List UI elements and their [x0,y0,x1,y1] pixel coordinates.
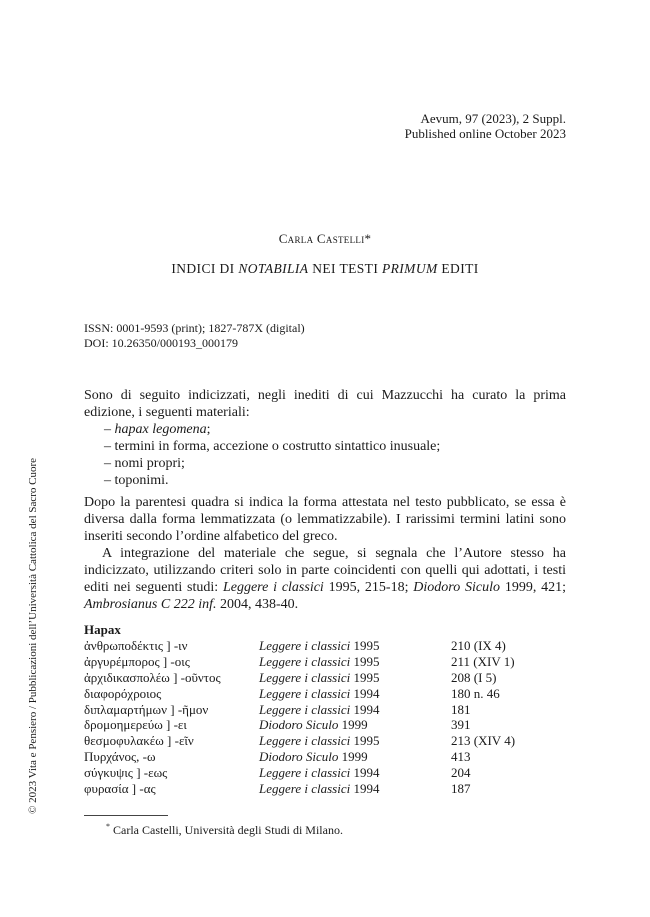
hapax-ref: 204 [451,765,471,781]
materials-list [84,421,566,489]
source-year: 1995 [353,669,380,685]
source-year: 1995 [353,653,380,669]
ref-detail: 2004, 438-40. [216,597,299,612]
hapax-term: σύγκυψις ] -εως [84,765,168,781]
hapax-term: ἀρχιδικασπολέω ] -οῦντος [84,669,221,685]
list-item-text: – hapax legomena; [104,422,211,437]
hapax-term: δρομοημερεύω ] -ει [84,717,187,733]
source-title: Diodoro Siculo [259,749,339,765]
hapax-ref: 187 [451,781,471,797]
table-row [84,765,561,781]
journal-line: Aevum, 97 (2023), 2 Suppl. [420,111,566,126]
hapax-term: διαφορόχροιος [84,685,162,701]
ref-detail: 1995, 215-18; [323,580,414,595]
ref-title: Diodoro Siculo [413,580,501,595]
list-item-text: – toponimi. [104,473,169,488]
hapax-term: φυρασία ] -ας [84,781,156,797]
source-title: Leggere i classici [259,733,351,749]
paragraph-text: A integrazione del materiale che segue, si segnala che l’Autore stesso ha indicizzato, utilizzando criteri solo in parte coincidenti con quelli qui adottati, i testi editi nei seguenti studi: [84,546,566,595]
hapax-ref: 208 (I 5) [451,669,497,685]
source-year: 1999 [341,717,368,733]
source-title: Leggere i classici [259,685,351,701]
hapax-source [259,781,451,797]
footnote-divider [84,815,168,816]
hapax-source [259,717,451,733]
source-year: 1994 [353,701,380,717]
hapax-term: διπλαμαρτήμων ] -ῆμον [84,701,209,717]
source-year: 1994 [353,685,380,701]
source-title: Diodoro Siculo [259,717,339,733]
source-year: 1994 [353,765,380,781]
paragraph [84,545,566,613]
hapax-ref: 213 (XIV 4) [451,733,516,749]
table-row [84,638,561,654]
hapax-heading: Hapax [84,622,121,637]
issn: ISSN: 0001-9593 (print); 1827-787X (digital) [84,321,305,335]
title-italic: PRIMUM [381,261,438,276]
source-title: Leggere i classici [259,638,351,653]
intro-paragraph [84,387,566,489]
source-title: Leggere i classici [259,781,351,797]
title-part: NEI TESTI [308,261,382,276]
table-row [84,717,561,733]
article-title [0,261,650,277]
doi: DOI: 10.26350/000193_000179 [84,336,238,350]
ref-title: Leggere i classici [222,580,324,595]
table-row [84,702,561,718]
title-italic: NOTABILIA [238,261,309,276]
hapax-source [259,765,451,781]
list-item [84,438,566,455]
list-item-text: – termini in forma, accezione o costrutto sintattico inusuale; [104,439,441,454]
hapax-source [259,686,451,702]
source-title: Leggere i classici [259,653,351,669]
list-item [84,472,566,489]
ref-detail: 1999, 421; [500,580,567,595]
list-item [84,455,566,472]
source-year: 1994 [353,781,380,797]
explanation-paragraphs [84,494,566,613]
source-title: Leggere i classici [259,701,351,717]
list-item [84,421,566,438]
table-row [84,749,561,765]
identifiers [84,321,305,351]
hapax-ref: 211 (XIV 1) [451,653,515,669]
source-title: Leggere i classici [259,765,351,781]
hapax-ref: 413 [451,749,471,765]
source-title: Leggere i classici [259,669,351,685]
source-year: 1999 [341,749,368,765]
table-row [84,733,561,749]
ref-title: Ambrosianus C 222 inf. [84,597,217,612]
hapax-term: Πυρχάνος, -ω [84,749,156,765]
author-name: Carla Castelli* [278,231,372,246]
hapax-term: ἀνθρωποδέκτις ] -ιν [84,638,188,653]
footnote [106,822,343,838]
hapax-ref: 210 (IX 4) [451,638,506,653]
intro-text: Sono di seguito indicizzati, negli inediti di cui Mazzucchi ha curato la prima edizione, i seguenti materiali: [84,388,566,420]
title-part: INDICI DI [171,261,239,276]
hapax-source [259,654,451,670]
table-row [84,654,561,670]
paragraph: Dopo la parentesi quadra si indica la forma attestata nel testo pubblicato, se essa è diversa dalla forma lemmatizzata (o lemmatizzabile). I rarissimi termini latini sono inseriti secondo l’ordine alfabetico del greco. [84,495,566,544]
hapax-table [84,638,561,797]
hapax-term: θεσμοφυλακέω ] -εῖν [84,733,194,749]
hapax-source [259,702,451,718]
list-item-text: – nomi propri; [104,456,185,471]
journal-header [405,111,566,141]
copyright-sidebar: © 2023 Vita e Pensiero / Pubblicazioni dell’Università Cattolica del Sacro Cuore [27,457,39,814]
hapax-ref: 180 n. 46 [451,685,500,701]
hapax-source [259,733,451,749]
hapax-term: ἀργυρέμπορος ] -οις [84,653,190,669]
hapax-source [259,670,451,686]
footnote-text: Carla Castelli, Università degli Studi di Milano. [113,823,343,837]
hapax-source [259,638,451,654]
table-row [84,686,561,702]
source-year: 1995 [353,638,380,653]
hapax-ref: 181 [451,701,471,717]
table-row [84,781,561,797]
published-line: Published online October 2023 [404,126,566,141]
source-year: 1995 [353,733,380,749]
hapax-ref: 391 [451,717,471,733]
table-row [84,670,561,686]
footnote-mark: * [106,822,110,831]
hapax-source [259,749,451,765]
title-part: EDITI [437,261,479,276]
